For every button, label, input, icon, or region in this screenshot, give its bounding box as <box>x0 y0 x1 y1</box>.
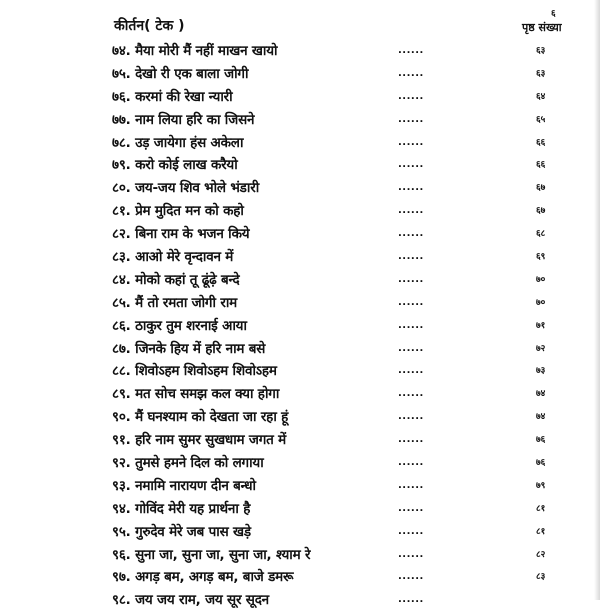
toc-entry-page: ७० <box>536 297 546 308</box>
toc-entry <box>0 109 600 132</box>
toc-leader-dots: ...... <box>398 159 424 171</box>
toc-leader-dots: ...... <box>398 67 424 79</box>
toc-entry-page: ७० <box>536 274 546 285</box>
toc-entry-title: ८८. शिवोऽहम शिवोऽहम शिवोऽहम <box>112 363 277 380</box>
toc-entry <box>0 63 600 86</box>
toc-entry-page: ६७ <box>536 206 546 217</box>
toc-entry <box>0 132 600 155</box>
toc-entry-page: ६४ <box>536 91 546 102</box>
toc-leader-dots: ...... <box>398 457 424 469</box>
toc-entry <box>0 223 600 246</box>
toc-leader-dots: ...... <box>398 434 424 446</box>
toc-entry-title: ७९. करो कोई लाख करैयो <box>112 157 238 174</box>
column-header-kirtan: कीर्तन( टेक ) <box>114 18 185 34</box>
toc-entry-title: ८०. जय-जय शिव भोले भंडारी <box>112 180 260 197</box>
toc-entry-page: ८१ <box>536 526 546 537</box>
toc-entry <box>0 475 600 498</box>
toc-entry-title: ७६. करमां की रेखा न्यारी <box>112 88 233 105</box>
toc-entry-page: ६८ <box>536 229 546 240</box>
toc-entry-title: ८१. प्रेम मुदित मन को कहो <box>112 203 244 220</box>
toc-entry <box>0 452 600 475</box>
toc-entry <box>0 338 600 361</box>
toc-entry-page: ७६ <box>536 435 546 446</box>
toc-entry <box>0 177 600 200</box>
toc-entry-title: ७७. नाम लिया हरि का जिसने <box>112 111 255 128</box>
toc-leader-dots: ...... <box>398 45 424 56</box>
toc-entry-page: ६७ <box>536 183 546 194</box>
toc-entry <box>0 86 600 109</box>
table-of-contents <box>0 40 600 612</box>
toc-leader-dots: ...... <box>398 525 424 537</box>
toc-entry-title: ८५. मैं तो रमता जोगी राम <box>112 294 238 311</box>
toc-leader-dots: ...... <box>398 251 424 263</box>
toc-leader-dots: ...... <box>398 113 424 125</box>
toc-entry-title: ९७. अगड़ बम, अगड़ बम, बाजे डमरू <box>112 569 294 586</box>
toc-entry <box>0 383 600 406</box>
toc-entry <box>0 544 600 567</box>
toc-leader-dots: ...... <box>398 479 424 491</box>
toc-entry-page: ८३ <box>536 572 546 583</box>
toc-entry-title: ९५. गुरुदेव मेरे जब पास खड़े <box>112 523 251 540</box>
toc-entry-title: ९६. सुना जा, सुना जा, सुना जा, श्याम रे <box>112 546 311 563</box>
toc-entry-title: ८९. मत सोच समझ कल क्या होगा <box>112 386 280 403</box>
toc-entry-page: ८२ <box>536 549 546 560</box>
toc-entry-title: ७४. मैया मोरी मैं नहीं माखन खायो <box>112 43 278 59</box>
toc-entry-page: ६५ <box>536 114 546 125</box>
toc-entry <box>0 269 600 292</box>
toc-leader-dots: ...... <box>398 296 424 308</box>
toc-entry-page: ६३ <box>536 46 546 56</box>
toc-entry-title: ९३. नमामि नारायण दीन बन्धो <box>112 477 256 494</box>
toc-leader-dots: ...... <box>398 205 424 217</box>
toc-leader-dots: ...... <box>398 182 424 194</box>
toc-entry-title: ८२. बिना राम के भजन किये <box>112 226 250 243</box>
toc-entry <box>0 40 600 63</box>
toc-leader-dots: ...... <box>398 388 424 400</box>
toc-entry <box>0 498 600 521</box>
toc-entry-page: ७९ <box>536 480 546 491</box>
toc-leader-dots: ...... <box>398 548 424 560</box>
toc-entry-page: ७६ <box>536 458 546 469</box>
toc-entry <box>0 429 600 452</box>
toc-entry <box>0 566 600 589</box>
toc-leader-dots: ...... <box>398 90 424 102</box>
toc-leader-dots: ...... <box>398 411 424 423</box>
toc-entry <box>0 406 600 429</box>
toc-entry <box>0 154 600 177</box>
toc-leader-dots: ...... <box>398 136 424 148</box>
toc-entry <box>0 292 600 315</box>
toc-entry-title: ७५. देखो री एक बाला जोगी <box>112 65 249 82</box>
toc-leader-dots: ...... <box>398 571 424 583</box>
toc-entry-title: ९४. गोविंद मेरी यह प्रार्थना है <box>112 500 251 517</box>
toc-entry <box>0 246 600 269</box>
toc-entry-page: ७१ <box>536 320 546 331</box>
column-header-page-number: पृष्ठ संख्या <box>522 21 562 34</box>
toc-entry <box>0 521 600 544</box>
toc-entry-page: ६६ <box>536 160 546 171</box>
toc-entry-page: ८१ <box>536 503 546 514</box>
toc-leader-dots: ...... <box>398 319 424 331</box>
toc-entry <box>0 200 600 223</box>
toc-entry-title: ९१. हरि नाम सुमर सुखधाम जगत में <box>112 432 286 449</box>
toc-entry-title: ७८. उड़ जायेगा हंस अकेला <box>112 134 244 151</box>
toc-leader-dots: ...... <box>398 502 424 514</box>
toc-entry-title: ८४. मोको कहां तू ढूंढ़े बन्दे <box>112 271 240 288</box>
toc-leader-dots: ...... <box>398 365 424 377</box>
toc-entry-page: ७३ <box>536 366 546 377</box>
toc-entry <box>0 315 600 338</box>
toc-entry-page: ७४ <box>536 412 546 423</box>
toc-entry-page: ७२ <box>536 343 546 354</box>
toc-entry-page: ६६ <box>536 137 546 148</box>
toc-leader-dots: ...... <box>398 594 424 606</box>
toc-leader-dots: ...... <box>398 228 424 240</box>
toc-entry-page: ७४ <box>536 389 546 400</box>
toc-entry-title: ९०. मैं घनश्याम को देखता जा रहा हूं <box>112 409 289 426</box>
toc-entry-title: ८७. जिनके हिय में हरि नाम बसे <box>112 340 266 357</box>
toc-leader-dots: ...... <box>398 273 424 285</box>
toc-entry <box>0 589 600 612</box>
toc-entry-title: ९८. जय जय राम, जय सूर सूदन <box>112 592 269 609</box>
toc-entry-title: ८६. ठाकुर तुम शरनाई आया <box>112 317 247 334</box>
toc-entry-title: ८३. आओ मेरे वृन्दावन में <box>112 249 234 266</box>
toc-entry-page: ६९ <box>536 252 546 263</box>
toc-entry-title: ९२. तुमसे हमने दिल को लगाया <box>112 455 264 472</box>
toc-entry-page: ६३ <box>536 68 546 79</box>
page-number: ६ <box>551 9 556 19</box>
toc-leader-dots: ...... <box>398 342 424 354</box>
toc-entry <box>0 360 600 383</box>
